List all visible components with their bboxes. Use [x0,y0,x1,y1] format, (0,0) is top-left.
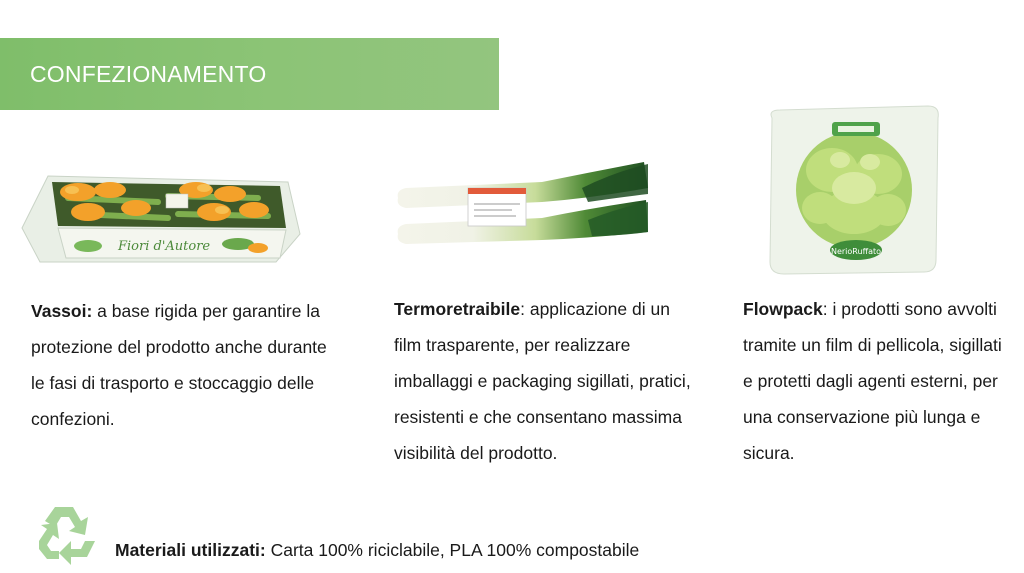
flowpack-text: : i prodotti sono avvolti tramite un film di pellicola, sigillati e protetti dagli agenti esterni, per una conservazione più lunga e sicura. [743,299,1002,463]
vassoi-term: Vassoi: [31,301,93,321]
flowpack-term: Flowpack [743,299,823,319]
vassoi-description [31,293,331,437]
termoretraibile-term: Termoretraibile [394,299,521,319]
materials-label: Materiali utilizzati: [115,540,266,560]
tray-of-zucchini-flowers-image [18,168,302,264]
vassoi-text: a base rigida per garantire la protezione del prodotto anche durante le fasi di trasporto e stoccaggio delle confezioni. [31,301,327,429]
flowpack-lettuce-image [760,100,946,278]
title-banner [0,38,499,110]
flowpack-description [743,291,1013,471]
materials-text: Carta 100% riciclabile, PLA 100% compostabile [265,540,640,560]
materials-footer [115,537,639,563]
termoretraibile-description [394,291,699,471]
page-title: CONFEZIONAMENTO [30,61,267,87]
recycle-icon [33,501,101,567]
tray-brand-text: Fiori d'Autore [118,239,211,254]
termoretraibile-text: : applicazione di un film trasparente, per realizzare imballaggi e packaging sigillati, pratici, resistenti e che consentano massima visibilità del prodotto. [394,299,691,463]
shrink-wrapped-leeks-image [392,158,654,250]
flowpack-brand-text: NerioRuffato [830,247,882,256]
